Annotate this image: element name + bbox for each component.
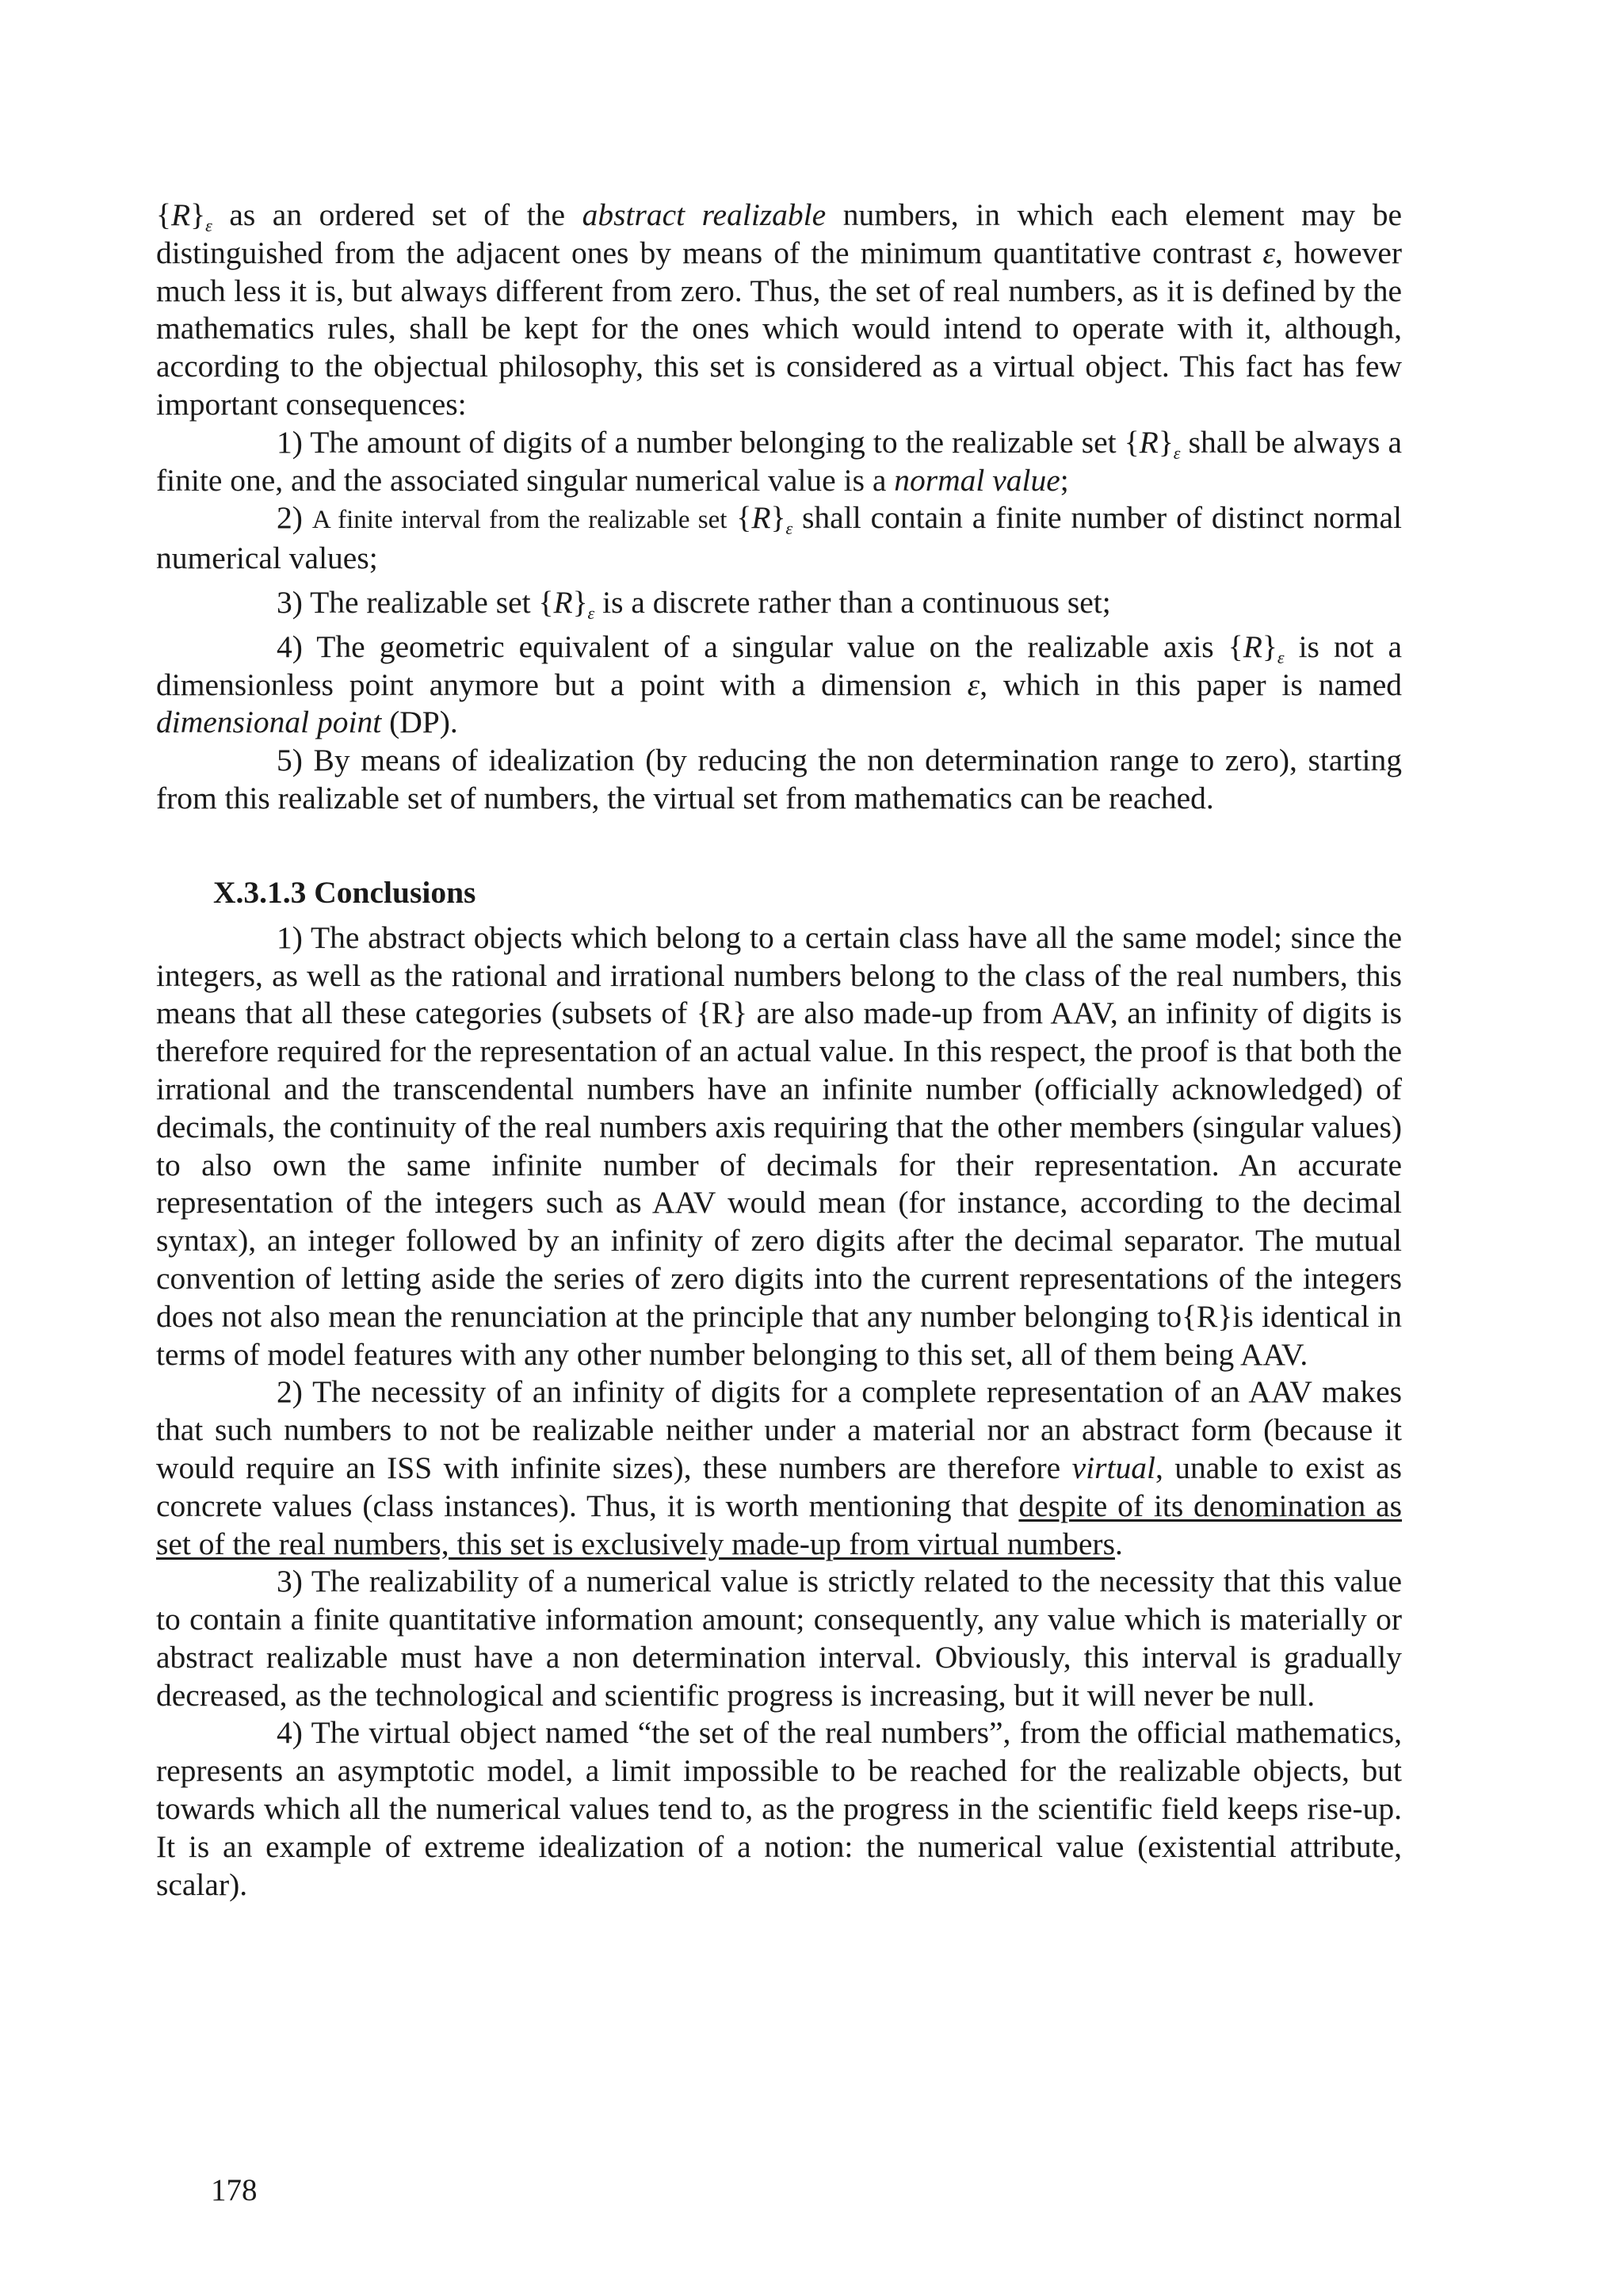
realizable-set-symbol: $\{R\}_\varepsilon$ — [1124, 424, 1181, 463]
consequence-item-4: 4) The geometric equivalent of a singular value on the realizable axis $\{R\}_\varepsilon$ is not a dimensionless point anymore but a point with a dimension ε, which in this paper is named dimensional point (DP). — [156, 628, 1403, 740]
conclusion-item-2: 2) The necessity of an infinity of digits for a complete representation of an AAV makes that such numbers to not be realizable neither under a material nor an abstract form (because it would require an ISS with infinite sizes), these numbers are therefore virtual, unable to exist as concrete values (class instances). Thus, it is worth mentioning that despite of its denomination as set of the real numbers, this set is exclusively made-up from virtual numbers. — [156, 1374, 1402, 1561]
section-heading: X.3.1.3 Conclusions — [213, 874, 476, 910]
realizable-set-symbol: $\{R\}_\varepsilon$ — [538, 584, 595, 623]
consequence-item-3: 3) The realizable set $\{R\}_\varepsilon$ is a discrete rather than a continuous set; — [277, 584, 1111, 623]
page-body — [156, 197, 1402, 1904]
conclusion-item-1: 1) The abstract objects which belong to a certain class have all the same model; since the integers, as well as the rational and irrational numbers belong to the class of the real numbers, this means that all these categories (subsets of {R} are also made-up from AAV, an infinity of digits is therefore required for the representation of an actual value. In this respect, the proof is that both the irrational and the transcendental numbers have an infinite number (officially acknowledged) of decimals, the continuity of the real numbers axis requiring that the other members (singular values) to also own the same infinite number of decimals for their representation. An accurate representation of the integers such as AAV would mean (for instance, according to the decimal syntax), an integer followed by an infinity of zero digits after the decimal separator. The mutual convention of letting aside the series of zero digits into the current representations of the integers does not also mean the renunciation at the principle that any number belonging to{R}is identical in terms of model features with any other number belonging to this set, all of them being AAV. — [156, 919, 1403, 1372]
consequence-item-5: 5) By means of idealization (by reducing the non determination range to zero), starting from this realizable set of numbers, the virtual set from mathematics can be reached. — [156, 743, 1402, 816]
epsilon-symbol: ε — [1262, 235, 1275, 270]
conclusion-item-4: 4) The virtual object named “the set of the real numbers”, from the official mathematics, represents an asymptotic model, a limit impossible to be reached for the realizable objects, but towards which all the numerical values tend to, as the progress in the scientific field keeps rise-up. It is an example of extreme idealization of a notion: the numerical value (existential attribute, scalar). — [156, 1715, 1402, 1902]
real-set-symbol: {R} — [696, 995, 748, 1031]
underlined-statement: despite of its denomination as set of the real numbers, this set is exclusively made-up from virtual numbers — [156, 1488, 1402, 1561]
emphasis-dimensional-point: dimensional point — [156, 705, 382, 740]
conclusion-item-3: 3) The realizability of a numerical value is strictly related to the necessity that this value to contain a finite quantitative information amount; consequently, any value which is materially or abstract realizable must have a non determination interval. Obviously, this interval is gradually decreased, as the technological and scientific progress is increasing, but it will never be null. — [156, 1564, 1402, 1713]
page-number: 178 — [211, 2173, 258, 2207]
consequence-item-1: 1) The amount of digits of a number belonging to the realizable set $\{R\}_\varepsilon$ shall be always a finite one, and the associated singular numerical value is a normal value; — [156, 424, 1403, 498]
realizable-set-symbol: $\{R\}_\varepsilon$ — [156, 197, 212, 235]
epsilon-symbol: ε — [967, 667, 980, 702]
emphasis-abstract-realizable: abstract realizable — [582, 197, 827, 232]
real-set-symbol: {R} — [1182, 1298, 1233, 1334]
consequence-item-2: 2) A finite interval from the realizable set $\{R\}_\varepsilon$ shall contain a finite number of distinct normal numerical values; — [156, 500, 1403, 576]
emphasis-normal-value: normal value — [894, 462, 1060, 498]
emphasis-virtual: virtual — [1071, 1450, 1155, 1485]
intro-paragraph: $\{R\}_\varepsilon$ as an ordered set of the abstract realizable numbers, in which each element may be distinguished from the adjacent ones by means of the minimum quantitative contrast ε, however much less it is, but always different from zero. Thus, the set of real numbers, as it is defined by the mathematics rules, shall be kept for the ones which would intend to operate with it, although, according to the objectual philosophy, this set is considered as a virtual object. This fact has few important consequences: — [156, 197, 1403, 422]
realizable-set-symbol: $\{R\}_\varepsilon$ — [736, 500, 793, 539]
realizable-set-symbol: $\{R\}_\varepsilon$ — [1228, 628, 1285, 667]
